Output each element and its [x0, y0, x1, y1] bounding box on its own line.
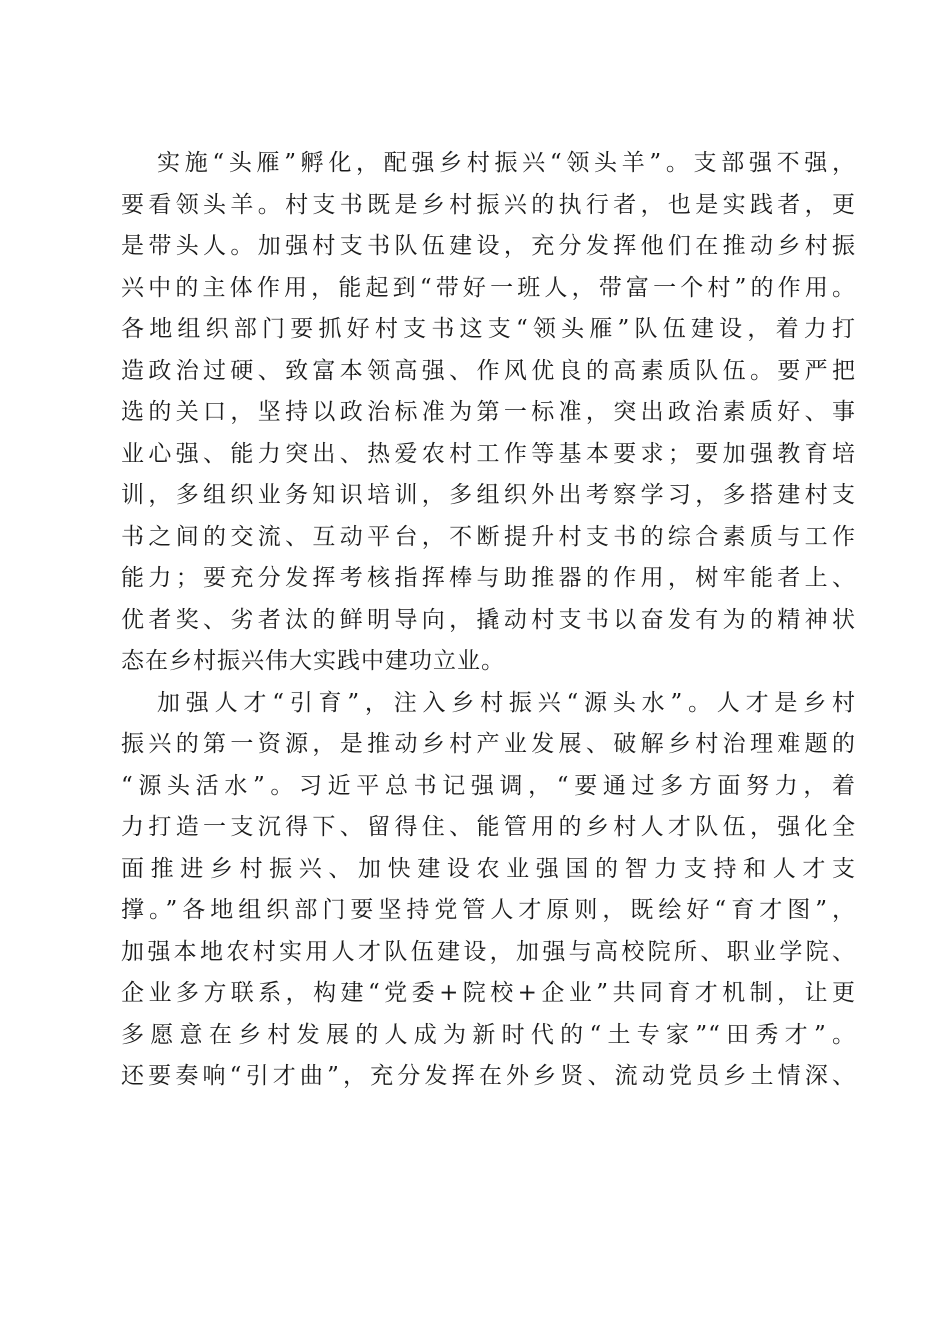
text-line: 企业多方联系，构建“党委+院校+企业”共同育才机制，让更 — [121, 980, 856, 1006]
text-line: 造政治过硬、致富本领高强、作风优良的高素质队伍。要严把 — [121, 357, 856, 384]
text-line: 兴中的主体作用，能起到“带好一班人，带富一个村”的作用。 — [121, 274, 856, 301]
text-line: 加强人才“引育”，注入乡村振兴“源头水”。人才是乡村 — [157, 689, 856, 716]
text-line: 各地组织部门要抓好村支书这支“领头雁”队伍建设，着力打 — [121, 316, 856, 342]
text-line: 要看领头羊。村支书既是乡村振兴的执行者，也是实践者，更 — [121, 191, 856, 218]
text-line: 面推进乡村振兴、加快建设农业强国的智力支持和人才支 — [121, 855, 856, 882]
document-body — [121, 143, 856, 1098]
text-line: 业心强、能力突出、热爱农村工作等基本要求；要加强教育培 — [121, 440, 856, 467]
paragraph-talent — [121, 683, 856, 1098]
text-line: 书之间的交流、互动平台，不断提升村支书的综合素质与工作 — [121, 523, 856, 550]
text-line: 态在乡村振兴伟大实践中建功立业。 — [121, 648, 505, 674]
text-line: 加强本地农村实用人才队伍建设，加强与高校院所、职业学院、 — [121, 938, 856, 965]
text-line: 能力；要充分发挥考核指挥棒与助推器的作用，树牢能者上、 — [121, 565, 856, 591]
text-line: 撑。”各地组织部门要坚持党管人才原则，既绘好“育才图”， — [121, 897, 856, 923]
text-line: 是带头人。加强村支书队伍建设，充分发挥他们在推动乡村振 — [121, 233, 856, 259]
text-line: 力打造一支沉得下、留得住、能管用的乡村人才队伍，强化全 — [121, 814, 856, 840]
paragraph-village-secretary — [121, 143, 856, 683]
text-line: “源头活水”。习近平总书记强调，“要通过多方面努力，着 — [121, 772, 856, 799]
text-line: 多愿意在乡村发展的人成为新时代的“土专家”“田秀才”。 — [121, 1021, 856, 1048]
text-line: 训，多组织业务知识培训，多组织外出考察学习，多搭建村支 — [121, 482, 856, 508]
text-line: 还要奏响“引才曲”，充分发挥在外乡贤、流动党员乡土情深、 — [121, 1063, 856, 1089]
text-line: 实施“头雁”孵化，配强乡村振兴“领头羊”。支部强不强， — [157, 150, 856, 176]
text-line: 振兴的第一资源，是推动乡村产业发展、破解乡村治理难题的 — [121, 731, 856, 757]
text-line: 选的关口，坚持以政治标准为第一标准，突出政治素质好、事 — [121, 399, 856, 425]
text-line: 优者奖、劣者汰的鲜明导向，撬动村支书以奋发有为的精神状 — [121, 606, 856, 633]
